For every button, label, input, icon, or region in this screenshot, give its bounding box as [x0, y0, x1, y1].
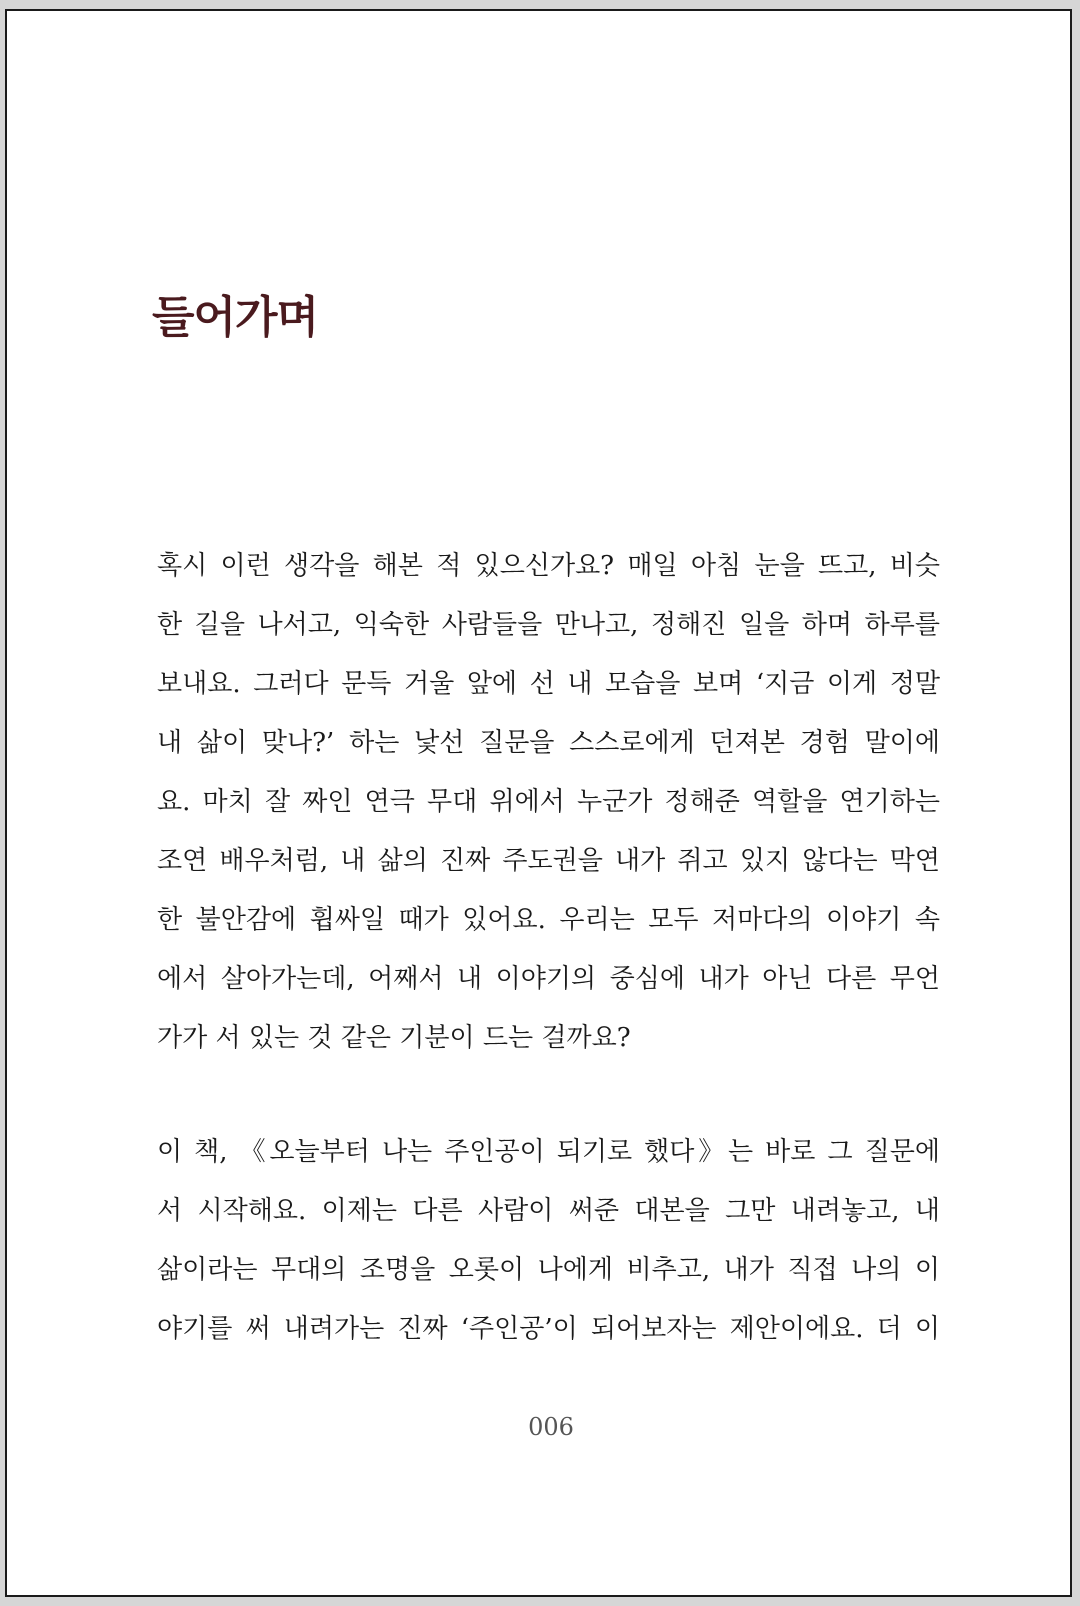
- body-line: 한 불안감에 휩싸일 때가 있어요. 우리는 모두 저마다의 이야기 속: [157, 905, 940, 935]
- body-line: 한 길을 나서고, 익숙한 사람들을 만나고, 정해진 일을 하며 하루를: [157, 610, 940, 640]
- body-line: 가가 서 있는 것 같은 기분이 드는 걸까요?: [157, 1023, 631, 1053]
- body-line: 서 시작해요. 이제는 다른 사람이 써준 대본을 그만 내려놓고, 내: [157, 1196, 940, 1226]
- body-line: 내 삶이 맞나?’ 하는 낯선 질문을 스스로에게 던져본 경험 말이에: [157, 728, 940, 758]
- body-line: 에서 살아가는데, 어째서 내 이야기의 중심에 내가 아닌 다른 무언: [157, 964, 940, 994]
- body-line: 혹시 이런 생각을 해본 적 있으신가요? 매일 아침 눈을 뜨고, 비슷: [157, 551, 940, 581]
- page-number: 006: [528, 1413, 574, 1441]
- body-line: 삶이라는 무대의 조명을 오롯이 나에게 비추고, 내가 직접 나의 이: [157, 1255, 940, 1285]
- body-line: 야기를 써 내려가는 진짜 ‘주인공’이 되어보자는 제안이에요. 더 이: [157, 1314, 940, 1344]
- book-page: [5, 9, 1072, 1597]
- chapter-title: 들어가며: [152, 292, 319, 343]
- body-line: 보내요. 그러다 문득 거울 앞에 선 내 모습을 보며 ‘지금 이게 정말: [157, 669, 940, 699]
- body-line: 요. 마치 잘 짜인 연극 무대 위에서 누군가 정해준 역할을 연기하는: [157, 787, 940, 817]
- body-line: 이 책, 《오늘부터 나는 주인공이 되기로 했다》는 바로 그 질문에: [157, 1137, 940, 1167]
- body-line: 조연 배우처럼, 내 삶의 진짜 주도권을 내가 쥐고 있지 않다는 막연: [157, 846, 940, 876]
